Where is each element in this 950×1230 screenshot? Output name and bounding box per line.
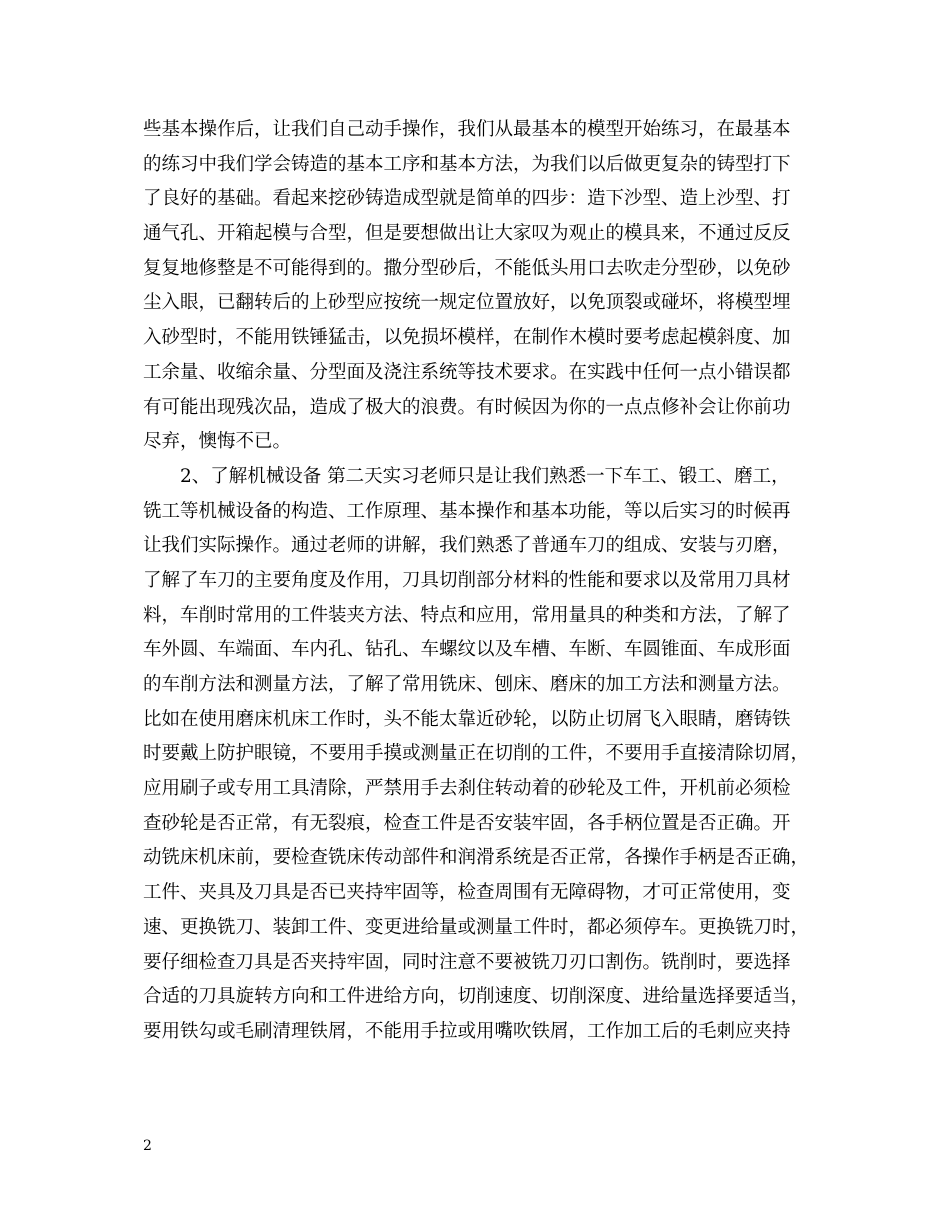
text-line: 比如在使用磨床机床工作时，头不能太靠近砂轮，以防止切屑飞入眼睛，磨铸铁	[143, 708, 791, 730]
text-line: 合适的刀具旋转方向和工件进给方向，切削速度、切削深度、进给量选择要适当，	[143, 986, 810, 1008]
text-line: 工余量、收缩余量、分型面及浇注系统等技术要求。在实践中任何一点小错误都	[143, 361, 791, 383]
text-line: 动铣床机床前，要检查铣床传动部件和润滑系统是否正常，各操作手柄是否正确，	[143, 847, 810, 869]
document-body	[143, 113, 813, 1050]
text-line: 的车削方法和测量方法，了解了常用铣床、刨床、磨床的加工方法和测量方法。	[143, 674, 791, 695]
text-line: 让我们实际操作。通过老师的讲解，我们熟悉了普通车刀的组成、安装与刃磨，	[143, 535, 791, 557]
text-line: 工件、夹具及刀具是否已夹持牢固等，检查周围有无障碍物，才可正常使用，变	[143, 882, 791, 904]
text-line: 尽弃，懊悔不已。	[143, 431, 292, 453]
text-line: 车外圆、车端面、车内孔、钻孔、车螺纹以及车槽、车断、车圆锥面、车成形面	[143, 639, 791, 661]
text-line: 复复地修整是不可能得到的。撒分型砂后，不能低头用口去吹走分型砂，以免砂	[143, 257, 791, 279]
text-line: 的练习中我们学会铸造的基本工序和基本方法，为我们以后做更复杂的铸型打下	[143, 153, 791, 175]
text-line: 速、更换铣刀、装卸工件、变更进给量或测量工件时，都必须停车。更换铣刀时，	[143, 916, 810, 938]
text-line: 应用刷子或专用工具清除，严禁用手去刹住转动着的砂轮及工件，开机前必须检	[143, 778, 791, 800]
text-line: 有可能出现残次品，造成了极大的浪费。有时候因为你的一点点修补会让你前功	[143, 396, 791, 418]
text-line: 了解了车刀的主要角度及作用，刀具切削部分材料的性能和要求以及常用刀具材	[143, 569, 791, 591]
text-line: 入砂型时，不能用铁锤猛击，以免损坏模样，在制作木模时要考虑起模斜度、加	[143, 327, 791, 349]
text-line: 铣工等机械设备的构造、工作原理、基本操作和基本功能，等以后实习的时候再	[143, 500, 791, 522]
text-line: 查砂轮是否正常，有无裂痕，检查工件是否安装牢固，各手柄位置是否正确。开	[143, 812, 791, 834]
paragraph-machine-equipment	[143, 460, 813, 1050]
text-line: 些基本操作后，让我们自己动手操作，我们从最基本的模型开始练习，在最基本	[143, 119, 791, 140]
text-line: 料，车削时常用的工件装夹方法、特点和应用，常用量具的种类和方法，了解了	[143, 604, 791, 626]
text-line-first-indented: 2、了解机械设备 第二天实习老师只是让我们熟悉一下车工、锻工、磨工，	[180, 465, 790, 487]
paragraph-casting-practice	[143, 113, 813, 460]
text-line: 要仔细检查刀具是否夹持牢固，同时注意不要被铣刀刃口割伤。铣削时，要选择	[143, 951, 791, 973]
page-number: 2	[143, 1138, 152, 1154]
text-line: 了良好的基础。看起来挖砂铸造成型就是简单的四步：造下沙型、造上沙型、打	[143, 188, 791, 210]
text-line: 通气孔、开箱起模与合型，但是要想做出让大家叹为观止的模具来，不通过反反	[143, 223, 791, 245]
text-line: 尘入眼，已翻转后的上砂型应按统一规定位置放好，以免顶裂或碰坏，将模型埋	[143, 292, 791, 314]
text-line: 要用铁勾或毛刷清理铁屑，不能用手拉或用嘴吹铁屑，工作加工后的毛刺应夹持	[143, 1020, 791, 1042]
text-line: 时要戴上防护眼镜，不要用手摸或测量正在切削的工件，不要用手直接清除切屑，	[143, 743, 810, 765]
